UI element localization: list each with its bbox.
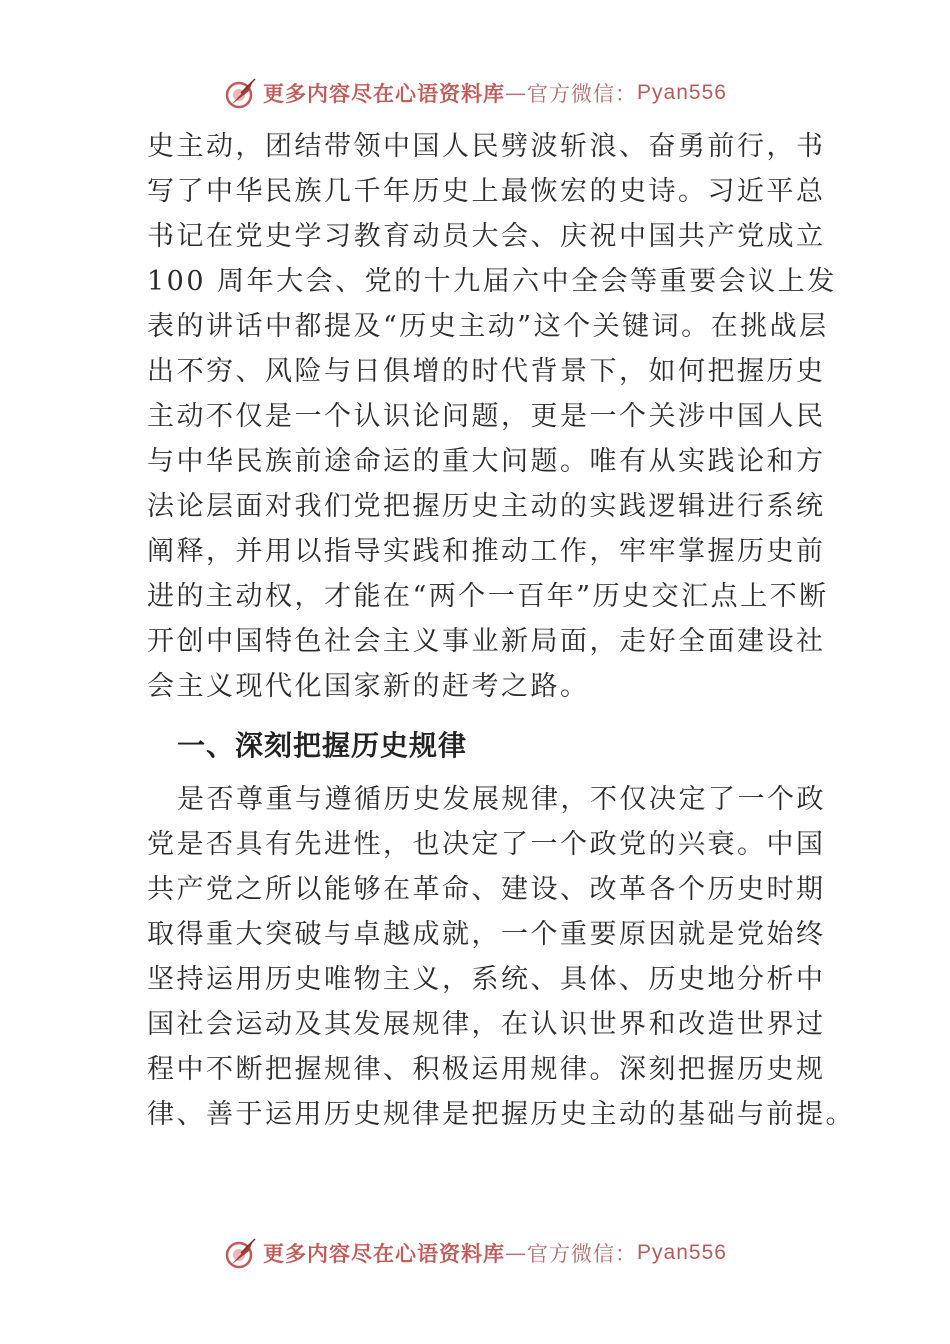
text-line: 坚持运用历史唯物主义，系统、具体、历史地分析中 xyxy=(147,964,826,995)
text-line: 书记在党史学习教育动员大会、庆祝中国共产党成立 xyxy=(147,221,826,252)
text-line: 会主义现代化国家新的赶考之路。 xyxy=(147,671,590,702)
header-watermark xyxy=(0,73,950,113)
text-line: 表的讲话中都提及“历史主动”这个关键词。在挑战层 xyxy=(147,311,829,342)
text-line: 开创中国特色社会主义事业新局面，走好全面建设社 xyxy=(147,626,826,657)
quill-logo-icon xyxy=(223,1235,259,1271)
text-line: 程中不断把握规律、积极运用规律。深刻把握历史规 xyxy=(147,1054,826,1085)
text-line: 出不穷、风险与日俱增的时代背景下，如何把握历史 xyxy=(147,356,826,387)
text-line: 100 周年大会、党的十九届六中全会等重要会议上发 xyxy=(147,266,837,297)
text-line: 进的主动权，才能在“两个一百年”历史交汇点上不断 xyxy=(147,581,829,612)
text-line: 取得重大突破与卓越成就，一个重要原因就是党始终 xyxy=(147,919,826,950)
text-line: 律、善于运用历史规律是把握历史主动的基础与前提。 xyxy=(147,1099,855,1130)
paragraph-1 xyxy=(147,124,837,709)
banner-brand: 更多内容尽在心语资料库 xyxy=(263,1241,506,1266)
document-body xyxy=(147,124,855,1137)
text-line: 与中华民族前途命运的重大问题。唯有从实践论和方 xyxy=(147,446,826,477)
banner-wechat-id: Pyan556 xyxy=(637,81,727,104)
text-line: 阐释，并用以指导实践和推动工作，牢牢掌握历史前 xyxy=(147,536,826,567)
text-line: 国社会运动及其发展规律，在认识世界和改造世界过 xyxy=(147,1009,826,1040)
text-line: 史主动，团结带领中国人民劈波斩浪、奋勇前行，书 xyxy=(147,131,826,162)
text-line: 党是否具有先进性，也决定了一个政党的兴衰。中国 xyxy=(147,829,826,860)
banner-wechat-id: Pyan556 xyxy=(637,1241,727,1264)
banner-brand: 更多内容尽在心语资料库 xyxy=(263,81,506,106)
banner-wechat-label: 官方微信： xyxy=(527,82,638,106)
footer-watermark xyxy=(0,1233,950,1273)
section-heading: 一、深刻把握历史规律 xyxy=(177,729,468,762)
banner-separator: — xyxy=(505,1241,528,1265)
text-line: 写了中华民族几千年历史上最恢宏的史诗。习近平总 xyxy=(147,176,826,207)
banner-separator: — xyxy=(505,81,528,105)
text-line: 主动不仅是一个认识论问题，更是一个关涉中国人民 xyxy=(147,401,826,432)
banner-wechat-label: 官方微信： xyxy=(527,1242,638,1266)
text-line: 法论层面对我们党把握历史主动的实践逻辑进行系统 xyxy=(147,491,826,522)
quill-logo-icon xyxy=(223,75,259,111)
text-line: 是否尊重与遵循历史发展规律，不仅决定了一个政 xyxy=(177,784,826,815)
paragraph-2 xyxy=(147,777,855,1137)
text-line: 共产党之所以能够在革命、建设、改革各个历史时期 xyxy=(147,874,826,905)
